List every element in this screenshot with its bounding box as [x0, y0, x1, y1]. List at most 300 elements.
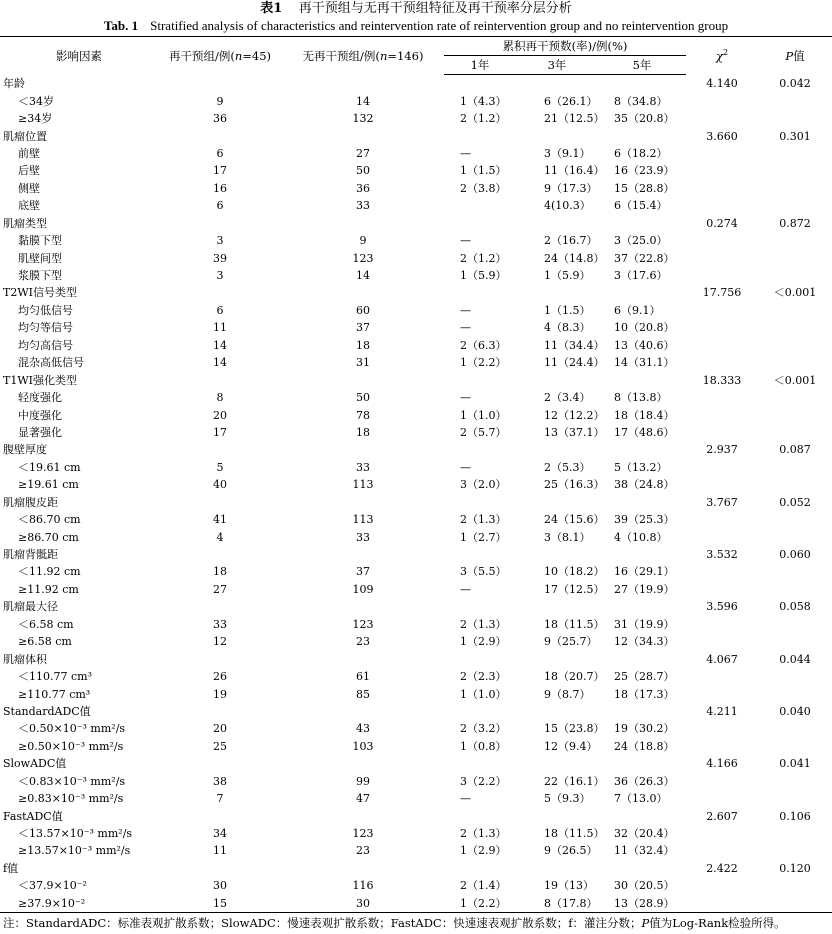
year-5-cell: 13（40.6） — [614, 338, 675, 352]
table-row — [0, 685, 832, 702]
year-5-cell: 15（28.8） — [614, 181, 675, 195]
year-5-cell: 16（29.1） — [614, 565, 675, 579]
reintervention-count-cell: 3 — [216, 234, 224, 248]
year-5-cell — [598, 860, 686, 877]
year-3-cell: 19（13） — [544, 879, 594, 893]
no-reintervention-count-cell: 109 — [352, 582, 374, 596]
header-cumulative-reintervention: 累积再干预数(率)/例(%) — [444, 37, 686, 56]
table-row — [0, 249, 832, 266]
chi-square-cell — [686, 616, 758, 633]
table-row — [0, 616, 832, 633]
year-1-cell — [444, 127, 516, 144]
p-value-cell — [758, 476, 832, 493]
group-row — [0, 127, 832, 144]
factor-cell: ≥110.77 cm³ — [18, 687, 91, 701]
year-1-cell: 3（2.0） — [460, 478, 507, 492]
reintervention-count-cell: 6 — [216, 303, 224, 317]
year-5-cell — [598, 598, 686, 615]
year-1-cell: 1（2.7） — [460, 530, 507, 544]
p-value-cell — [758, 528, 832, 545]
factor-cell: ＜11.92 cm — [18, 565, 81, 579]
table-row — [0, 633, 832, 650]
year-3-cell — [516, 371, 598, 388]
p-value-cell — [758, 319, 832, 336]
caption-label-cn: 表1 — [260, 1, 283, 16]
no-reintervention-count-cell: 113 — [352, 513, 374, 527]
year-3-cell: 10（18.2） — [544, 565, 605, 579]
chi-square-cell — [686, 895, 758, 913]
reintervention-count-cell: 3 — [216, 269, 224, 283]
p-value-cell — [758, 668, 832, 685]
table-row — [0, 738, 832, 755]
chi-square-cell: 4.211 — [706, 704, 738, 718]
chi-square-cell — [686, 633, 758, 650]
p-value-cell — [758, 337, 832, 354]
chi-square-cell — [686, 232, 758, 249]
year-5-cell: 37（22.8） — [614, 251, 675, 265]
header-no-reintervention-group: 无再干预组/例(n=146) — [282, 37, 444, 75]
year-5-cell: 14（31.1） — [614, 356, 675, 370]
chi-square-cell — [686, 110, 758, 127]
no-reintervention-count-cell: 132 — [352, 112, 374, 126]
chi-square-cell — [686, 337, 758, 354]
no-reintervention-count-cell: 33 — [356, 530, 370, 544]
p-value-cell — [758, 842, 832, 859]
year-1-cell — [444, 494, 516, 511]
year-1-cell — [444, 75, 516, 93]
chi-square-cell — [686, 145, 758, 162]
year-1-cell: 2（6.3） — [460, 338, 507, 352]
year-5-cell: 25（28.7） — [614, 670, 675, 684]
year-3-cell: 12（12.2） — [544, 408, 605, 422]
factor-cell: 均匀等信号 — [18, 321, 73, 335]
reintervention-count-cell: 41 — [213, 513, 227, 527]
chi-square-cell — [686, 511, 758, 528]
reintervention-count-cell: 36 — [213, 112, 227, 126]
no-reintervention-count-cell — [282, 494, 444, 511]
year-5-cell: 19（30.2） — [614, 722, 675, 736]
factor-cell: ＜13.57×10⁻³ mm²/s — [18, 827, 133, 841]
p-value-cell — [758, 773, 832, 790]
chi-square-cell — [686, 581, 758, 598]
year-1-cell: 1（2.9） — [460, 844, 507, 858]
chi-square-cell: 3.596 — [706, 600, 738, 614]
table-row — [0, 145, 832, 162]
reintervention-count-cell — [158, 703, 282, 720]
year-3-cell: 9（25.7） — [544, 635, 598, 649]
factor-cell: 肌瘤类型 — [3, 216, 47, 230]
reintervention-count-cell: 17 — [213, 425, 227, 439]
year-1-cell: 1（2.9） — [460, 635, 507, 649]
year-3-cell — [516, 650, 598, 667]
table-row — [0, 563, 832, 580]
chi-square-cell — [686, 319, 758, 336]
year-3-cell: 1（1.5） — [544, 303, 591, 317]
year-1-cell: — — [460, 321, 471, 335]
year-1-cell: 2（1.3） — [460, 617, 507, 631]
year-1-cell: 2（1.2） — [460, 112, 507, 126]
no-reintervention-count-cell: 50 — [356, 164, 370, 178]
no-reintervention-count-cell: 31 — [356, 356, 370, 370]
year-5-cell — [598, 755, 686, 772]
table-row — [0, 232, 832, 249]
year-5-cell: 6（15.4） — [614, 199, 668, 213]
year-5-cell: 38（24.8） — [614, 478, 675, 492]
year-1-cell: 2（3.8） — [460, 181, 507, 195]
chi-square-cell — [686, 528, 758, 545]
no-reintervention-count-cell — [282, 127, 444, 144]
reintervention-count-cell: 17 — [213, 164, 227, 178]
year-1-cell: — — [460, 391, 471, 405]
year-1-cell: — — [460, 234, 471, 248]
chi-square-cell — [686, 790, 758, 807]
caption-text-en: Stratified analysis of characteristics and reintervention rate of reintervention group and no reintervention group — [150, 18, 729, 33]
no-reintervention-count-cell: 14 — [356, 269, 370, 283]
year-5-cell — [598, 650, 686, 667]
header-chi-square: $\chi^2$ — [686, 37, 758, 75]
table-row — [0, 389, 832, 406]
factor-cell: ≥37.9×10⁻² — [0, 895, 158, 913]
table-row — [0, 773, 832, 790]
p-value-cell: 0.301 — [779, 129, 811, 143]
reintervention-count-cell: 15 — [158, 895, 282, 913]
p-value-cell — [758, 232, 832, 249]
table-row — [0, 668, 832, 685]
chi-square-cell — [686, 738, 758, 755]
reintervention-count-cell: 38 — [213, 774, 227, 788]
year-3-cell — [516, 441, 598, 458]
year-5-cell: 16（23.9） — [614, 164, 675, 178]
p-value-cell — [758, 895, 832, 913]
chi-square-cell — [686, 302, 758, 319]
year-5-cell: 7（13.0） — [614, 792, 668, 806]
chi-square-cell — [686, 476, 758, 493]
no-reintervention-count-cell: 60 — [356, 303, 370, 317]
year-1-cell: 2（2.3） — [460, 670, 507, 684]
year-3-cell: 1（5.9） — [544, 269, 591, 283]
factor-cell: 混杂高低信号 — [18, 356, 84, 370]
factor-cell: ≥0.83×10⁻³ mm²/s — [18, 792, 124, 806]
factor-cell: 肌瘤最大径 — [3, 600, 58, 614]
table-row — [0, 197, 832, 214]
p-value-cell: 0.040 — [779, 704, 811, 718]
group-row — [0, 546, 832, 563]
factor-cell: 轻度强化 — [18, 391, 62, 405]
p-value-cell — [758, 685, 832, 702]
chi-square-cell — [686, 459, 758, 476]
year-1-cell — [444, 598, 516, 615]
table-row — [0, 476, 832, 493]
year-5-cell — [598, 127, 686, 144]
factor-cell: f值 — [3, 861, 19, 875]
year-3-cell — [516, 75, 598, 93]
factor-cell: ＜0.50×10⁻³ mm²/s — [18, 722, 126, 736]
table-row — [0, 110, 832, 127]
no-reintervention-count-cell: 37 — [356, 565, 370, 579]
reintervention-count-cell: 6 — [216, 199, 224, 213]
p-value-cell — [758, 249, 832, 266]
year-3-cell: 11（16.4） — [544, 164, 605, 178]
reintervention-count-cell — [158, 441, 282, 458]
reintervention-count-cell: 9 — [216, 94, 224, 108]
factor-cell: 均匀高信号 — [18, 338, 73, 352]
year-5-cell: 35（20.8） — [614, 112, 675, 126]
table-row — [0, 92, 832, 109]
reintervention-count-cell: 19 — [213, 687, 227, 701]
year-3-cell: 18（11.5） — [544, 827, 605, 841]
group-row — [0, 807, 832, 824]
reintervention-count-cell: 12 — [213, 635, 227, 649]
year-1-cell — [444, 284, 516, 301]
reintervention-count-cell — [158, 755, 282, 772]
year-3-cell — [516, 860, 598, 877]
year-5-cell — [598, 284, 686, 301]
year-5-cell — [598, 494, 686, 511]
table-row — [0, 825, 832, 842]
factor-cell: 腹壁厚度 — [3, 443, 47, 457]
p-value-cell: 0.052 — [779, 495, 811, 509]
year-3-cell: 2（3.4） — [544, 391, 591, 405]
no-reintervention-count-cell: 37 — [356, 321, 370, 335]
year-5-cell — [598, 215, 686, 232]
year-5-cell: 8（13.8） — [614, 391, 668, 405]
chi-square-cell — [686, 877, 758, 894]
year-1-cell: 1（1.0） — [460, 408, 507, 422]
year-1-cell — [444, 197, 516, 214]
p-value-cell — [758, 302, 832, 319]
year-3-cell — [516, 598, 598, 615]
no-reintervention-count-cell — [282, 371, 444, 388]
table-row — [0, 354, 832, 371]
p-value-cell — [758, 197, 832, 214]
chi-square-cell: 3.532 — [706, 548, 738, 562]
group-row — [0, 371, 832, 388]
year-3-cell: 4(10.3） — [544, 199, 591, 213]
stratified-analysis-table — [0, 36, 832, 913]
year-3-cell: 21（12.5） — [544, 112, 605, 126]
no-reintervention-count-cell: 18 — [356, 338, 370, 352]
reintervention-count-cell — [158, 494, 282, 511]
factor-cell: ≥34岁 — [18, 112, 53, 126]
year-3-cell — [516, 215, 598, 232]
p-value-cell — [758, 581, 832, 598]
chi-square-cell — [686, 180, 758, 197]
year-5-cell: 6（18.2） — [614, 146, 668, 160]
year-3-cell: 9（17.3） — [544, 181, 598, 195]
factor-cell: ＜37.9×10⁻² — [18, 879, 87, 893]
year-5-cell: 36（26.3） — [614, 774, 675, 788]
chi-square-cell: 3.660 — [706, 129, 738, 143]
chi-square-cell — [686, 92, 758, 109]
year-1-cell: 2（3.2） — [460, 722, 507, 736]
group-row — [0, 215, 832, 232]
chi-square-cell — [686, 197, 758, 214]
year-5-cell: 18（17.3） — [614, 687, 675, 701]
reintervention-count-cell — [158, 215, 282, 232]
no-reintervention-count-cell: 85 — [356, 687, 370, 701]
year-1-cell — [444, 807, 516, 824]
factor-cell: ≥19.61 cm — [18, 478, 79, 492]
factor-cell: ≥86.70 cm — [18, 530, 79, 544]
group-row — [0, 860, 832, 877]
reintervention-count-cell: 30 — [213, 879, 227, 893]
year-5-cell: 18（18.4） — [614, 408, 675, 422]
chi-square-cell — [686, 685, 758, 702]
year-3-cell: 9（26.5） — [544, 844, 598, 858]
p-value-cell: 0.120 — [779, 861, 811, 875]
no-reintervention-count-cell: 30 — [282, 895, 444, 913]
year-1-cell: 1（2.2） — [460, 356, 507, 370]
p-value-cell — [758, 738, 832, 755]
p-value-cell — [758, 145, 832, 162]
caption-text-cn: 再干预组与无再干预组特征及再干预率分层分析 — [298, 1, 572, 16]
year-1-cell: 3（5.5） — [460, 565, 507, 579]
year-3-cell: 18（20.7） — [544, 670, 605, 684]
factor-cell: 中度强化 — [18, 408, 62, 422]
table-row — [0, 528, 832, 545]
chi-square-cell — [686, 424, 758, 441]
year-3-cell: 4（8.3） — [544, 321, 591, 335]
year-1-cell — [444, 546, 516, 563]
header-row-1 — [0, 37, 832, 56]
year-3-cell: 5（9.3） — [544, 792, 591, 806]
chi-square-cell: 2.607 — [706, 809, 738, 823]
year-1-cell: 1（0.8） — [460, 739, 507, 753]
chi-square-cell — [686, 162, 758, 179]
p-value-cell: 0.058 — [779, 600, 811, 614]
no-reintervention-count-cell: 123 — [352, 827, 374, 841]
p-value-cell: 0.060 — [779, 548, 811, 562]
reintervention-count-cell: 5 — [216, 460, 224, 474]
year-1-cell: 2（1.3） — [460, 513, 507, 527]
table-row — [0, 511, 832, 528]
year-1-cell — [444, 215, 516, 232]
year-1-cell: 1（2.2） — [444, 895, 516, 913]
p-value-cell — [758, 110, 832, 127]
factor-cell: ≥11.92 cm — [18, 582, 79, 596]
factor-cell: 肌瘤位置 — [3, 129, 47, 143]
year-3-cell: 9（8.7） — [544, 687, 591, 701]
year-1-cell: 2（5.7） — [460, 425, 507, 439]
table-row — [0, 302, 832, 319]
p-value-cell — [758, 92, 832, 109]
reintervention-count-cell: 20 — [213, 408, 227, 422]
reintervention-count-cell: 11 — [213, 321, 227, 335]
year-1-cell: — — [460, 146, 471, 160]
year-1-cell: 1（4.3） — [460, 94, 507, 108]
p-value-cell — [758, 563, 832, 580]
year-3-cell — [516, 284, 598, 301]
reintervention-count-cell: 14 — [213, 356, 227, 370]
factor-cell: StandardADC值 — [3, 704, 91, 718]
p-value-cell — [758, 406, 832, 423]
year-3-cell: 3（9.1） — [544, 146, 591, 160]
year-1-cell: 2（1.3） — [460, 827, 507, 841]
year-5-cell: 6（9.1） — [614, 303, 661, 317]
no-reintervention-count-cell: 78 — [356, 408, 370, 422]
factor-cell: T1WI强化类型 — [3, 373, 77, 387]
chi-square-cell — [686, 249, 758, 266]
year-3-cell — [516, 494, 598, 511]
p-value-cell: 0.087 — [779, 443, 811, 457]
year-5-cell — [598, 703, 686, 720]
year-1-cell: 1（1.5） — [460, 164, 507, 178]
year-1-cell — [444, 650, 516, 667]
no-reintervention-count-cell — [282, 215, 444, 232]
year-1-cell — [444, 371, 516, 388]
reintervention-count-cell: 40 — [213, 478, 227, 492]
table-row — [0, 180, 832, 197]
p-value-cell — [758, 825, 832, 842]
chi-square-cell: 4.166 — [706, 757, 738, 771]
factor-cell: FastADC值 — [3, 809, 63, 823]
year-5-cell — [598, 807, 686, 824]
factor-cell: ＜19.61 cm — [18, 460, 81, 474]
p-value-cell — [758, 354, 832, 371]
year-3-cell: 6（26.1） — [544, 94, 598, 108]
reintervention-count-cell: 39 — [213, 251, 227, 265]
chi-square-cell: 2.937 — [706, 443, 738, 457]
year-1-cell: — — [460, 460, 471, 474]
chi-square-cell: 3.767 — [706, 495, 738, 509]
p-value-cell — [758, 180, 832, 197]
year-5-cell: 39（25.3） — [614, 513, 675, 527]
year-3-cell: 17（12.5） — [544, 582, 605, 596]
year-5-cell: 8（34.8） — [614, 94, 668, 108]
year-1-cell — [444, 441, 516, 458]
year-5-cell — [598, 75, 686, 93]
p-value-cell — [758, 267, 832, 284]
header-year-1: 1年 — [444, 56, 516, 75]
no-reintervention-count-cell: 14 — [356, 94, 370, 108]
year-5-cell: 30（20.5） — [614, 879, 675, 893]
table-row — [0, 581, 832, 598]
reintervention-count-cell: 26 — [213, 670, 227, 684]
reintervention-count-cell — [158, 598, 282, 615]
p-value-cell — [758, 877, 832, 894]
factor-cell: T2WI信号类型 — [3, 286, 77, 300]
factor-cell: 年龄 — [3, 76, 25, 90]
reintervention-count-cell — [158, 546, 282, 563]
p-value-cell — [758, 616, 832, 633]
factor-cell: 浆膜下型 — [18, 269, 62, 283]
factor-cell: 后壁 — [18, 164, 40, 178]
group-row — [0, 650, 832, 667]
table-footnote: 注：StandardADC：标准表观扩散系数；SlowADC：慢速表观扩散系数；FastADC：快速速表观扩散系数；f：灌注分数；P值为Log-Rank检验所得。 — [3, 916, 786, 930]
chi-square-cell — [686, 773, 758, 790]
chi-square-cell: 17.756 — [702, 286, 742, 300]
year-3-cell: 22（16.1） — [544, 774, 605, 788]
chi-square-cell — [686, 563, 758, 580]
table-row — [0, 877, 832, 894]
reintervention-count-cell — [158, 75, 282, 93]
chi-square-cell — [686, 668, 758, 685]
year-1-cell: — — [460, 303, 471, 317]
reintervention-count-cell: 18 — [213, 565, 227, 579]
no-reintervention-count-cell: 33 — [356, 460, 370, 474]
chi-square-cell — [686, 354, 758, 371]
table-row — [0, 267, 832, 284]
chi-square-cell — [686, 267, 758, 284]
reintervention-count-cell: 34 — [213, 827, 227, 841]
year-5-cell: 31（19.9） — [614, 617, 675, 631]
no-reintervention-count-cell: 116 — [352, 879, 374, 893]
year-1-cell: — — [460, 582, 471, 596]
year-1-cell: 3（2.2） — [460, 774, 507, 788]
table-row — [0, 720, 832, 737]
table-body — [0, 75, 832, 913]
reintervention-count-cell: 25 — [213, 739, 227, 753]
